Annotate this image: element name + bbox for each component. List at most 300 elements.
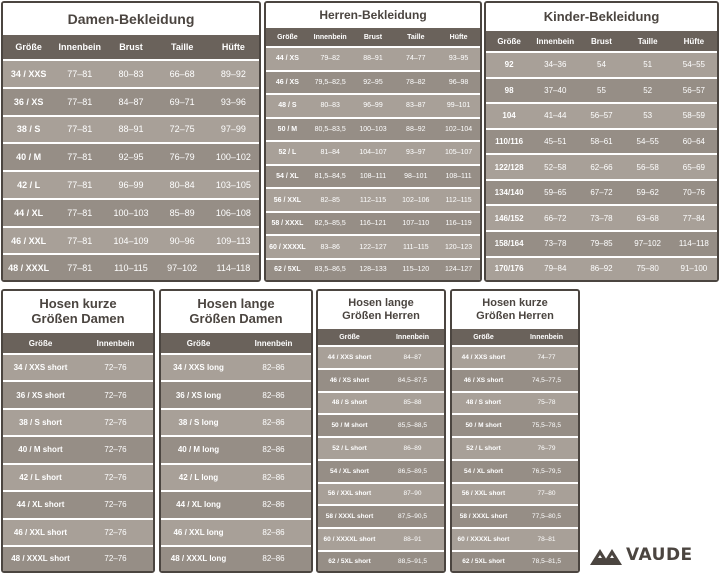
measure-cell: 86–92: [578, 257, 624, 280]
measure-cell: 116–119: [437, 212, 480, 236]
table-row: [318, 528, 444, 551]
measure-cell: 72–75: [157, 116, 208, 144]
measure-cell: 77–81: [54, 171, 105, 199]
measure-cell: 72–76: [78, 381, 153, 408]
table-row: [3, 546, 153, 571]
table-row: [266, 235, 480, 259]
title-line-2: Größen Damen: [31, 311, 125, 326]
size-cell: 48 / S: [266, 94, 309, 118]
measure-cell: 82–86: [236, 546, 311, 571]
size-cell: 46 / XS short: [318, 369, 381, 392]
measure-cell: 74–77: [394, 47, 437, 71]
measure-cell: 91–100: [671, 257, 717, 280]
measure-cell: 104–109: [105, 227, 156, 255]
measure-cell: 79–85: [578, 231, 624, 257]
size-cell: 34 / XXS long: [161, 354, 236, 381]
measure-cell: 97–99: [208, 116, 259, 144]
table-header-row: [452, 329, 578, 346]
size-cell: 56 / XXL short: [452, 483, 515, 506]
measure-cell: 67–72: [578, 180, 624, 206]
measure-cell: 54: [578, 52, 624, 78]
hosen-lang-damen-title: [161, 291, 311, 333]
size-cell: 50 / M: [266, 118, 309, 142]
measure-cell: 84–87: [381, 346, 444, 369]
measure-cell: 72–76: [78, 354, 153, 381]
measure-cell: 52–58: [532, 154, 578, 180]
size-cell: 48 / XXXL long: [161, 546, 236, 571]
size-cell: 122/128: [486, 154, 532, 180]
size-cell: 42 / L: [3, 171, 54, 199]
measure-cell: 102–106: [394, 188, 437, 212]
column-header: Größe: [452, 329, 515, 346]
size-cell: 36 / XS short: [3, 381, 78, 408]
measure-cell: 34–36: [532, 52, 578, 78]
measure-cell: 102–104: [437, 118, 480, 142]
measure-cell: 99–101: [437, 94, 480, 118]
measure-cell: 76–79: [515, 437, 578, 460]
size-cell: 38 / S long: [161, 409, 236, 436]
measure-cell: 109–113: [208, 227, 259, 255]
measure-cell: 75,5–78,5: [515, 414, 578, 437]
table-row: [161, 491, 311, 518]
title-line-1: Hosen lange: [348, 297, 414, 310]
measure-cell: 103–105: [208, 171, 259, 199]
column-header: Größe: [3, 333, 78, 354]
measure-cell: 81,5–84,5: [309, 165, 352, 189]
table-row: [486, 129, 717, 155]
column-header: Innenbein: [381, 329, 444, 346]
measure-cell: 116–121: [352, 212, 395, 236]
measure-cell: 111–115: [394, 235, 437, 259]
measure-cell: 93–96: [208, 88, 259, 116]
size-cell: 58 / XXXL short: [318, 505, 381, 528]
hosen-lang-herren-title: [318, 291, 444, 329]
column-header: Innenbein: [532, 31, 578, 52]
table-row: [318, 505, 444, 528]
table-row: [318, 551, 444, 571]
measure-cell: 72–76: [78, 464, 153, 491]
table-row: [486, 78, 717, 104]
table-row: [452, 437, 578, 460]
measure-cell: 114–118: [671, 231, 717, 257]
measure-cell: 72–76: [78, 546, 153, 571]
table-row: [486, 103, 717, 129]
measure-cell: 84,5–87,5: [381, 369, 444, 392]
measure-cell: 97–102: [157, 254, 208, 280]
measure-cell: 72–76: [78, 519, 153, 546]
table-row: [266, 118, 480, 142]
size-cell: 34 / XXS: [3, 60, 54, 88]
measure-cell: 41–44: [532, 103, 578, 129]
title-line-1: Hosen lange: [197, 296, 275, 312]
measure-cell: 89–92: [208, 60, 259, 88]
table-row: [3, 436, 153, 463]
measure-cell: 74,5–77,5: [515, 369, 578, 392]
damen-title: Damen-Bekleidung: [3, 3, 259, 35]
measure-cell: 114–118: [208, 254, 259, 280]
measure-cell: 106–108: [208, 199, 259, 227]
table-row: [3, 60, 259, 88]
size-cell: 46 / XS short: [452, 369, 515, 392]
measure-cell: 92–95: [105, 143, 156, 171]
hosen-kurz-damen-title: [3, 291, 153, 333]
measure-cell: 115–120: [394, 259, 437, 280]
table-row: [161, 409, 311, 436]
table-row: [3, 464, 153, 491]
measure-cell: 63–68: [625, 205, 671, 231]
size-cell: 92: [486, 52, 532, 78]
measure-cell: 83,5–86,5: [309, 259, 352, 280]
size-cell: 40 / M short: [3, 436, 78, 463]
table-row: [452, 528, 578, 551]
measure-cell: 79–84: [532, 257, 578, 280]
table-row: [266, 165, 480, 189]
table-row: [3, 143, 259, 171]
measure-cell: 55: [578, 78, 624, 104]
measure-cell: 122–127: [352, 235, 395, 259]
column-header: Brust: [578, 31, 624, 52]
measure-cell: 86,5–89,5: [381, 460, 444, 483]
measure-cell: 76,5–79,5: [515, 460, 578, 483]
table-row: [318, 392, 444, 415]
measure-cell: 76–79: [157, 143, 208, 171]
measure-cell: 77–81: [54, 88, 105, 116]
measure-cell: 77–81: [54, 227, 105, 255]
measure-cell: 100–103: [105, 199, 156, 227]
measure-cell: 77–81: [54, 116, 105, 144]
size-cell: 36 / XS long: [161, 381, 236, 408]
size-cell: 170/176: [486, 257, 532, 280]
size-cell: 56 / XXL: [266, 188, 309, 212]
vaude-logo-text: VAUDE: [626, 545, 693, 565]
hosen-kurz-herren-panel: [450, 289, 580, 573]
measure-cell: 80–83: [309, 94, 352, 118]
title-line-2: Größen Damen: [189, 311, 283, 326]
measure-cell: 73–78: [578, 205, 624, 231]
size-cell: 48 / XXXL: [3, 254, 54, 280]
kinder-size-panel: [484, 1, 719, 282]
measure-cell: 110–115: [105, 254, 156, 280]
size-cell: 62 / 5XL: [266, 259, 309, 280]
column-header: Größe: [3, 35, 54, 60]
table-row: [266, 141, 480, 165]
size-cell: 146/152: [486, 205, 532, 231]
table-row: [3, 519, 153, 546]
measure-cell: 77,5–80,5: [515, 505, 578, 528]
table-row: [3, 116, 259, 144]
table-row: [3, 354, 153, 381]
measure-cell: 59–65: [532, 180, 578, 206]
measure-cell: 45–51: [532, 129, 578, 155]
measure-cell: 72–76: [78, 409, 153, 436]
measure-cell: 82–86: [236, 519, 311, 546]
measure-cell: 96–98: [437, 71, 480, 95]
title-line-1: Hosen kurze: [482, 297, 548, 310]
measure-cell: 82–86: [236, 491, 311, 518]
size-cell: 46 / XXL: [3, 227, 54, 255]
table-row: [318, 369, 444, 392]
measure-cell: 100–103: [352, 118, 395, 142]
damen-size-table: [3, 35, 259, 280]
size-cell: 44 / XL: [3, 199, 54, 227]
table-row: [3, 227, 259, 255]
kinder-title: Kinder-Bekleidung: [486, 3, 717, 31]
measure-cell: 97–102: [625, 231, 671, 257]
measure-cell: 78,5–81,5: [515, 551, 578, 571]
measure-cell: 60–64: [671, 129, 717, 155]
column-header: Taille: [394, 28, 437, 47]
column-header: Größe: [486, 31, 532, 52]
size-cell: 40 / M: [3, 143, 54, 171]
size-cell: 44 / XXS short: [452, 346, 515, 369]
table-row: [3, 491, 153, 518]
table-row: [318, 460, 444, 483]
measure-cell: 128–133: [352, 259, 395, 280]
measure-cell: 80–83: [105, 60, 156, 88]
measure-cell: 100–102: [208, 143, 259, 171]
title-line-2: Größen Herren: [342, 310, 420, 322]
table-row: [161, 354, 311, 381]
column-header: Größe: [318, 329, 381, 346]
size-cell: 62 / 5XL short: [452, 551, 515, 571]
measure-cell: 83–86: [309, 235, 352, 259]
measure-cell: 84–87: [105, 88, 156, 116]
measure-cell: 66–72: [532, 205, 578, 231]
size-cell: 48 / XXXL short: [3, 546, 78, 571]
table-row: [486, 52, 717, 78]
measure-cell: 62–66: [578, 154, 624, 180]
hosen-lang-damen-table: [161, 333, 311, 571]
size-cell: 62 / 5XL short: [318, 551, 381, 571]
measure-cell: 82–86: [236, 436, 311, 463]
size-cell: 36 / XS: [3, 88, 54, 116]
measure-cell: 82–85: [309, 188, 352, 212]
table-row: [3, 381, 153, 408]
table-row: [318, 483, 444, 506]
table-row: [486, 231, 717, 257]
measure-cell: 85–88: [381, 392, 444, 415]
column-header: Innenbein: [309, 28, 352, 47]
measure-cell: 54–55: [671, 52, 717, 78]
hosen-kurz-herren-title: [452, 291, 578, 329]
size-cell: 46 / XXL short: [3, 519, 78, 546]
measure-cell: 87–90: [381, 483, 444, 506]
measure-cell: 85,5–88,5: [381, 414, 444, 437]
measure-cell: 78–82: [394, 71, 437, 95]
column-header: Innenbein: [236, 333, 311, 354]
table-row: [3, 171, 259, 199]
hosen-kurz-damen-panel: [1, 289, 155, 573]
herren-size-table: [266, 28, 480, 280]
table-header-row: [318, 329, 444, 346]
table-header-row: [3, 333, 153, 354]
column-header: Innenbein: [78, 333, 153, 354]
size-cell: 52 / L: [266, 141, 309, 165]
table-row: [486, 154, 717, 180]
size-cell: 54 / XL short: [318, 460, 381, 483]
table-row: [266, 71, 480, 95]
table-row: [161, 546, 311, 571]
title-line-1: Hosen kurze: [39, 296, 117, 312]
column-header: Hüfte: [437, 28, 480, 47]
title-line-2: Größen Herren: [476, 310, 554, 322]
measure-cell: 77–81: [54, 199, 105, 227]
table-row: [161, 381, 311, 408]
table-row: [318, 437, 444, 460]
measure-cell: 93–95: [437, 47, 480, 71]
size-cell: 44 / XXS short: [318, 346, 381, 369]
table-row: [452, 414, 578, 437]
kinder-size-table: [486, 31, 717, 280]
hosen-lang-herren-panel: [316, 289, 446, 573]
size-cell: 52 / L short: [452, 437, 515, 460]
table-row: [452, 346, 578, 369]
size-cell: 158/164: [486, 231, 532, 257]
measure-cell: 73–78: [532, 231, 578, 257]
size-cell: 60 / XXXXL short: [452, 528, 515, 551]
size-cell: 44 / XS: [266, 47, 309, 71]
measure-cell: 56–57: [578, 103, 624, 129]
measure-cell: 124–127: [437, 259, 480, 280]
measure-cell: 77–80: [515, 483, 578, 506]
herren-title: Herren-Bekleidung: [266, 3, 480, 28]
measure-cell: 77–81: [54, 143, 105, 171]
table-row: [452, 551, 578, 571]
table-row: [161, 436, 311, 463]
measure-cell: 77–84: [671, 205, 717, 231]
measure-cell: 81–84: [309, 141, 352, 165]
measure-cell: 120–123: [437, 235, 480, 259]
table-header-row: [161, 333, 311, 354]
table-row: [318, 414, 444, 437]
measure-cell: 86–89: [381, 437, 444, 460]
size-cell: 60 / XXXXL: [266, 235, 309, 259]
size-cell: 40 / M long: [161, 436, 236, 463]
measure-cell: 87,5–90,5: [381, 505, 444, 528]
hosen-lang-herren-table: [318, 329, 444, 571]
measure-cell: 77–81: [54, 254, 105, 280]
measure-cell: 83–87: [394, 94, 437, 118]
measure-cell: 72–76: [78, 436, 153, 463]
measure-cell: 75–78: [515, 392, 578, 415]
measure-cell: 112–115: [352, 188, 395, 212]
measure-cell: 56–58: [625, 154, 671, 180]
herren-size-panel: [264, 1, 482, 282]
size-cell: 48 / S short: [318, 392, 381, 415]
measure-cell: 82–86: [236, 409, 311, 436]
size-cell: 58 / XXXL short: [452, 505, 515, 528]
table-row: [3, 199, 259, 227]
measure-cell: 37–40: [532, 78, 578, 104]
vaude-logo: [590, 544, 715, 566]
size-cell: 44 / XL short: [3, 491, 78, 518]
hosen-lang-damen-panel: [159, 289, 313, 573]
measure-cell: 54–55: [625, 129, 671, 155]
table-row: [318, 346, 444, 369]
column-header: Innenbein: [54, 35, 105, 60]
size-cell: 38 / S: [3, 116, 54, 144]
table-row: [452, 483, 578, 506]
measure-cell: 66–68: [157, 60, 208, 88]
measure-cell: 88–92: [394, 118, 437, 142]
measure-cell: 72–76: [78, 491, 153, 518]
size-cell: 46 / XS: [266, 71, 309, 95]
measure-cell: 92–95: [352, 71, 395, 95]
measure-cell: 96–99: [352, 94, 395, 118]
column-header: Innenbein: [515, 329, 578, 346]
measure-cell: 59–62: [625, 180, 671, 206]
table-row: [266, 47, 480, 71]
table-row: [3, 254, 259, 280]
table-row: [486, 205, 717, 231]
table-row: [266, 188, 480, 212]
measure-cell: 112–115: [437, 188, 480, 212]
measure-cell: 107–110: [394, 212, 437, 236]
hosen-kurz-damen-table: [3, 333, 153, 571]
measure-cell: 90–96: [157, 227, 208, 255]
table-header-row: [486, 31, 717, 52]
measure-cell: 79,5–82,5: [309, 71, 352, 95]
table-row: [161, 464, 311, 491]
measure-cell: 77–81: [54, 60, 105, 88]
column-header: Hüfte: [208, 35, 259, 60]
measure-cell: 78–81: [515, 528, 578, 551]
measure-cell: 56–57: [671, 78, 717, 104]
size-cell: 110/116: [486, 129, 532, 155]
size-cell: 34 / XXS short: [3, 354, 78, 381]
table-header-row: [266, 28, 480, 47]
column-header: Hüfte: [671, 31, 717, 52]
column-header: Taille: [625, 31, 671, 52]
measure-cell: 82,5–85,5: [309, 212, 352, 236]
column-header: Größe: [161, 333, 236, 354]
size-cell: 46 / XXL long: [161, 519, 236, 546]
table-row: [266, 212, 480, 236]
measure-cell: 75–80: [625, 257, 671, 280]
measure-cell: 104–107: [352, 141, 395, 165]
table-header-row: [3, 35, 259, 60]
size-cell: 104: [486, 103, 532, 129]
measure-cell: 88–91: [352, 47, 395, 71]
table-row: [161, 519, 311, 546]
size-cell: 48 / S short: [452, 392, 515, 415]
size-cell: 50 / M short: [318, 414, 381, 437]
measure-cell: 108–111: [437, 165, 480, 189]
table-row: [452, 505, 578, 528]
size-cell: 42 / L short: [3, 464, 78, 491]
measure-cell: 96–99: [105, 171, 156, 199]
column-header: Brust: [105, 35, 156, 60]
size-cell: 38 / S short: [3, 409, 78, 436]
measure-cell: 93–97: [394, 141, 437, 165]
size-cell: 44 / XL long: [161, 491, 236, 518]
measure-cell: 88–91: [381, 528, 444, 551]
table-row: [266, 259, 480, 280]
size-cell: 58 / XXXL: [266, 212, 309, 236]
size-cell: 52 / L short: [318, 437, 381, 460]
column-header: Taille: [157, 35, 208, 60]
table-row: [3, 409, 153, 436]
table-row: [452, 460, 578, 483]
measure-cell: 98–101: [394, 165, 437, 189]
table-row: [486, 180, 717, 206]
measure-cell: 82–86: [236, 381, 311, 408]
size-cell: 54 / XL: [266, 165, 309, 189]
table-row: [486, 257, 717, 280]
measure-cell: 58–61: [578, 129, 624, 155]
measure-cell: 53: [625, 103, 671, 129]
column-header: Größe: [266, 28, 309, 47]
